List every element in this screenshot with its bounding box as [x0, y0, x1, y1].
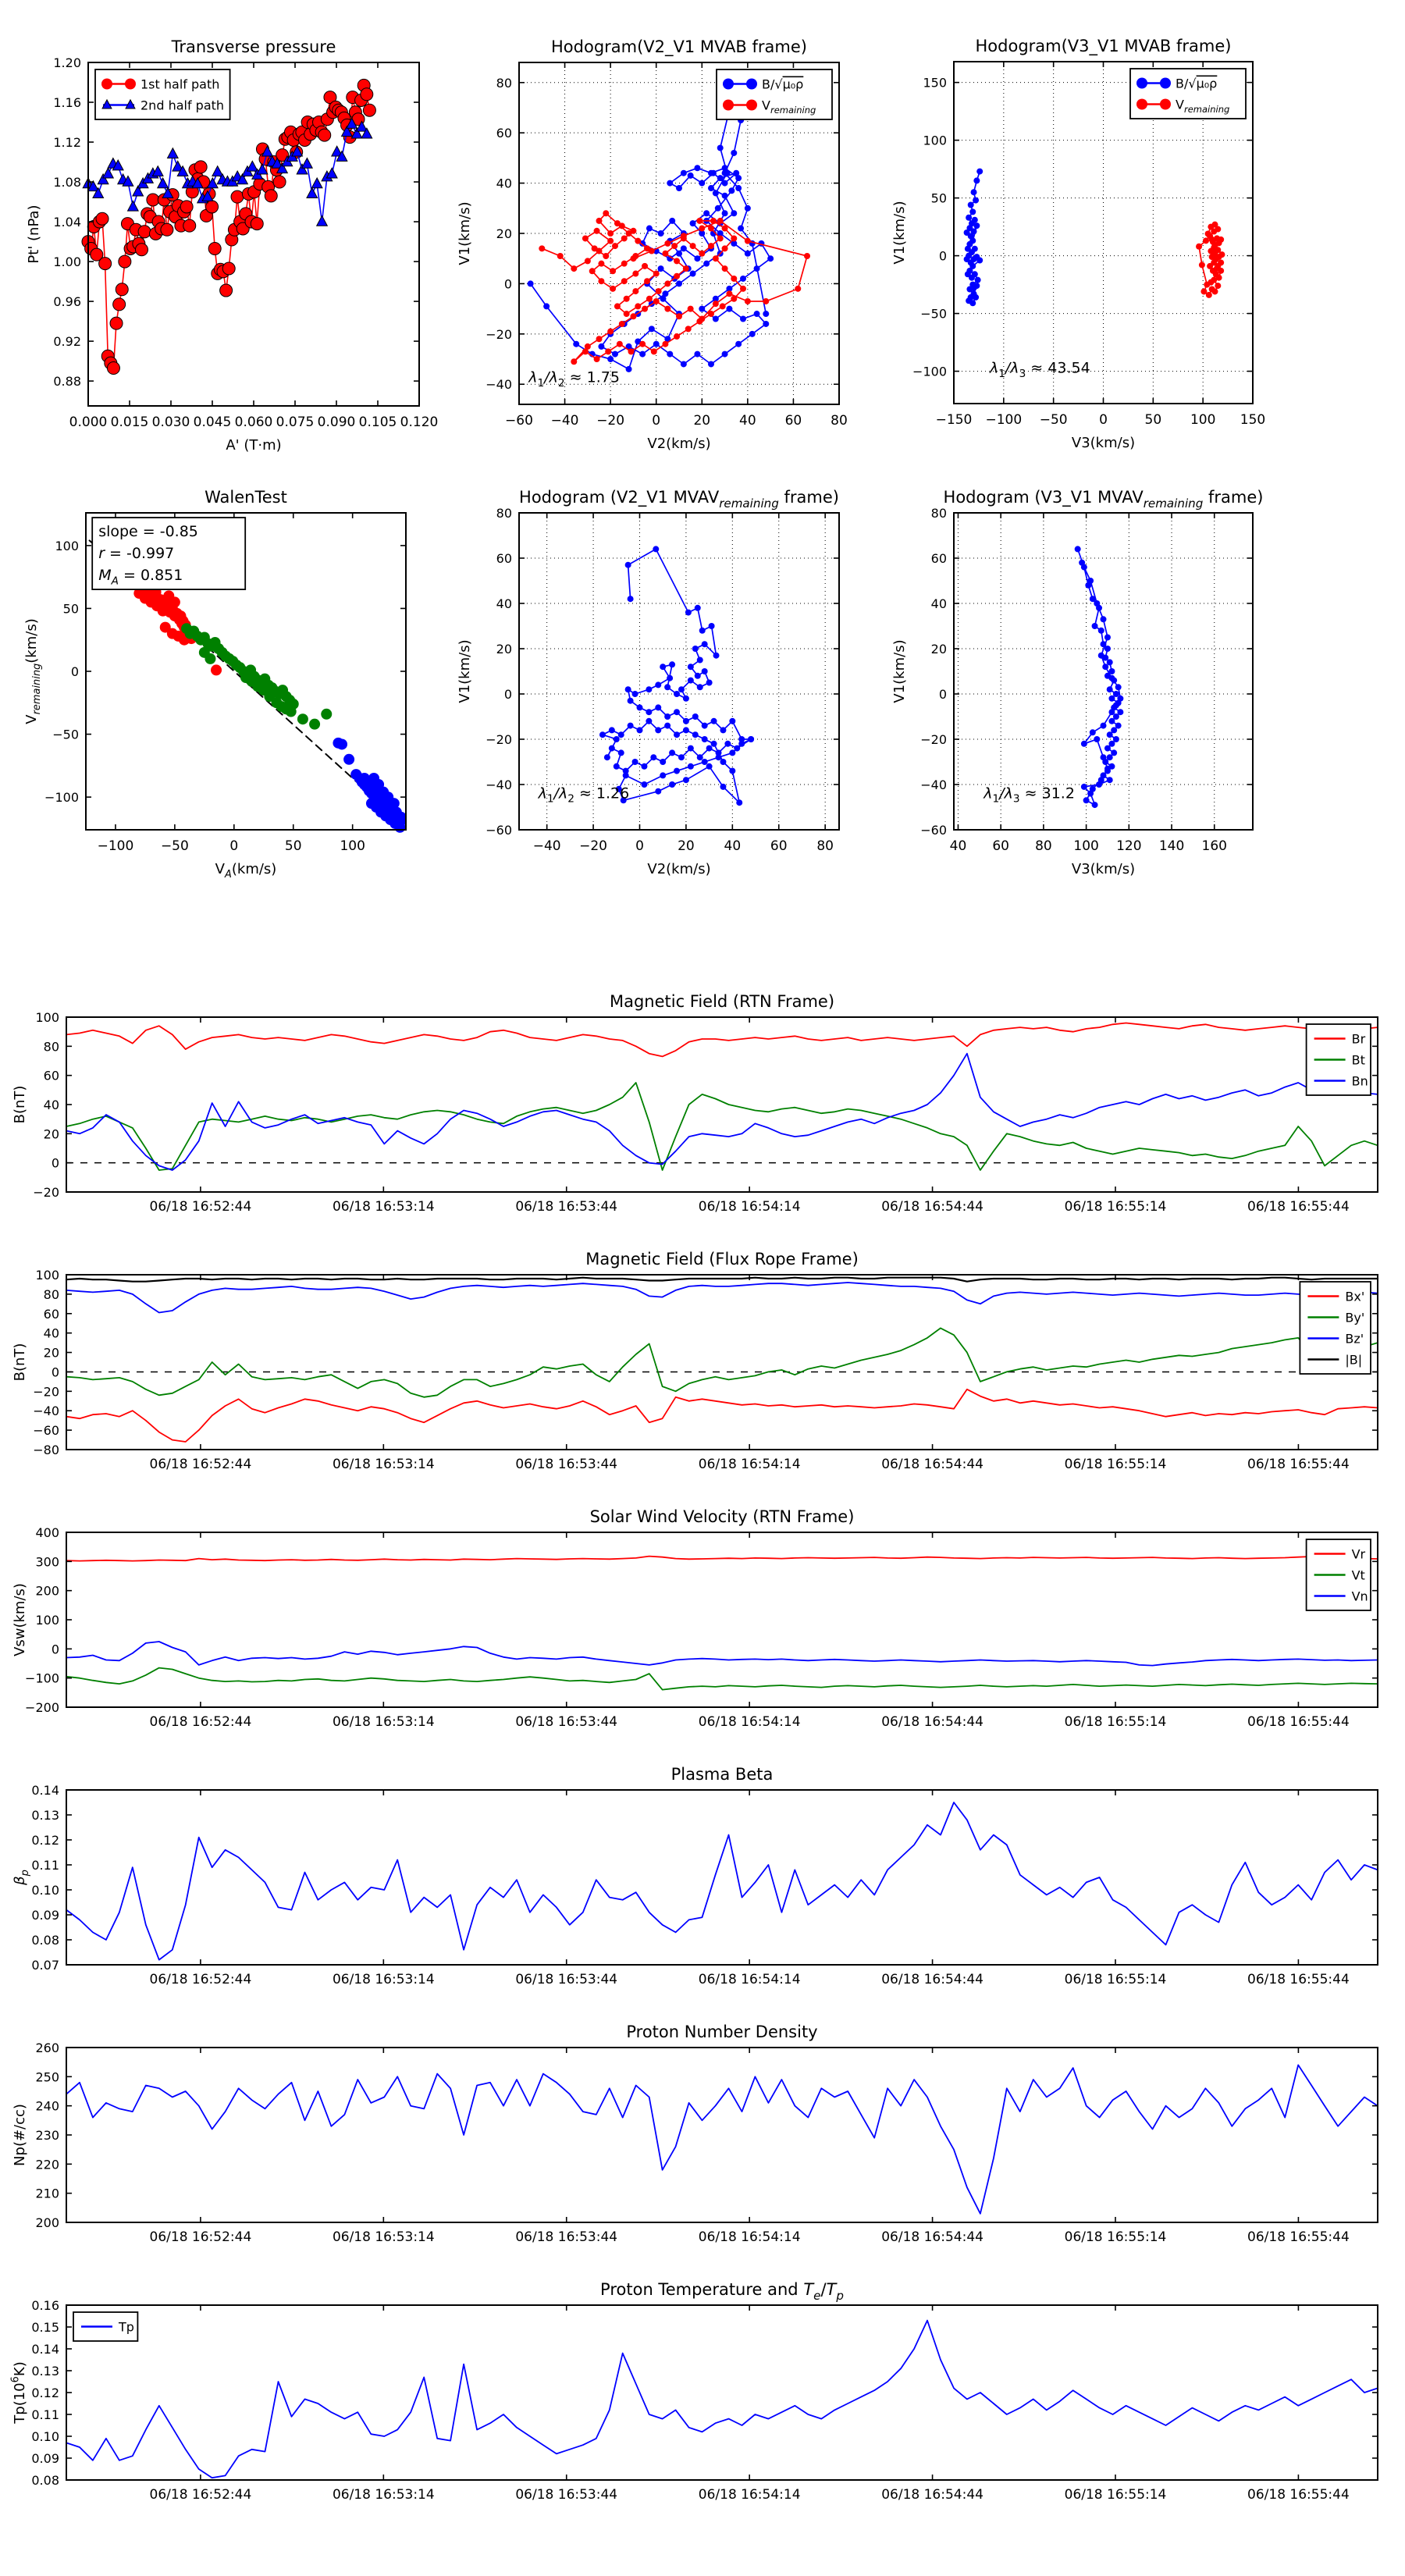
svg-text:06/18 16:54:44: 06/18 16:54:44 — [881, 1457, 984, 1472]
svg-text:06/18 16:53:44: 06/18 16:53:44 — [515, 2487, 618, 2503]
svg-text:0.96: 0.96 — [53, 294, 81, 310]
svg-text:06/18 16:53:14: 06/18 16:53:14 — [332, 1714, 435, 1730]
svg-text:0.09: 0.09 — [31, 2451, 59, 2466]
svg-text:06/18 16:53:44: 06/18 16:53:44 — [515, 1972, 618, 1987]
svg-text:Plasma Beta: Plasma Beta — [670, 1765, 774, 1784]
walen-middle — [181, 623, 332, 729]
svg-text:0.120: 0.120 — [400, 415, 439, 430]
by-prime — [66, 1328, 1378, 1397]
svg-text:400: 400 — [35, 1525, 59, 1540]
svg-text:100: 100 — [35, 1010, 59, 1025]
svg-text:−50: −50 — [160, 838, 189, 854]
svg-text:0: 0 — [938, 248, 947, 264]
svg-text:06/18 16:54:14: 06/18 16:54:14 — [698, 2229, 801, 2245]
walen-second-half — [333, 738, 406, 833]
svg-text:By': By' — [1345, 1310, 1365, 1325]
svg-text:20: 20 — [496, 642, 512, 656]
svg-text:Vsw(km/s): Vsw(km/s) — [12, 1583, 28, 1656]
svg-text:−50: −50 — [920, 306, 947, 322]
svg-text:40: 40 — [43, 1325, 59, 1341]
svg-text:Bx': Bx' — [1345, 1289, 1365, 1304]
svg-text:260: 260 — [35, 2041, 59, 2055]
svg-text:06/18 16:54:44: 06/18 16:54:44 — [881, 2487, 984, 2503]
svg-text:Hodogram (V2_V1 MVAVremaining: Hodogram (V2_V1 $MVAV_{remaining}$ frame) — [519, 488, 839, 511]
svg-text:0.08: 0.08 — [31, 2473, 59, 2488]
svg-text:V2(km/s): V2(km/s) — [647, 861, 711, 877]
svg-text:20: 20 — [693, 413, 711, 429]
svg-text:40: 40 — [496, 176, 512, 191]
magnetic-field-fluxrope-legend — [1300, 1282, 1371, 1374]
svg-text:06/18 16:55:14: 06/18 16:55:14 — [1064, 2487, 1167, 2503]
svg-text:0.045: 0.045 — [193, 415, 232, 430]
svg-text:slope = -0.85: slope = -0.85 — [98, 523, 198, 541]
svg-text:0.060: 0.060 — [234, 415, 273, 430]
vr — [66, 1557, 1378, 1561]
svg-text:Bt: Bt — [1351, 1052, 1365, 1068]
svg-text:−20: −20 — [596, 413, 625, 429]
svg-text:0: 0 — [938, 687, 947, 702]
plasma-beta-panel — [12, 1765, 1378, 1987]
svg-text:Vremaining: $V_{remaining}$ — [1176, 97, 1230, 115]
svg-text:40: 40 — [724, 838, 742, 854]
svg-text:−50: −50 — [1039, 412, 1068, 428]
svg-text:Magnetic Field (Flux Rope Fram: Magnetic Field (Flux Rope Frame) — [585, 1250, 859, 1268]
svg-text:−20: −20 — [486, 732, 512, 747]
svg-text:60: 60 — [496, 551, 512, 566]
v-hodogram-31 — [1075, 546, 1124, 808]
svg-text:140: 140 — [1158, 838, 1185, 854]
svg-text:50: 50 — [62, 601, 79, 617]
svg-text:0: 0 — [652, 413, 661, 429]
svg-text:300: 300 — [35, 1554, 59, 1570]
svg-text:−100: −100 — [44, 790, 79, 806]
svg-text:0.08: 0.08 — [31, 1933, 59, 1948]
svg-text:−80: −80 — [33, 1443, 59, 1457]
svg-text:−40: −40 — [532, 838, 561, 854]
svg-text:0.10: 0.10 — [31, 1883, 59, 1898]
svg-text:150: 150 — [1240, 412, 1266, 428]
svg-text:160: 160 — [1201, 838, 1227, 854]
v-hodogram — [599, 546, 754, 806]
svg-text:06/18 16:53:14: 06/18 16:53:14 — [332, 1199, 435, 1215]
svg-text:120: 120 — [1116, 838, 1142, 854]
svg-text:80: 80 — [831, 413, 848, 429]
svg-text:0.15: 0.15 — [31, 2320, 59, 2335]
transverse-pressure-panel — [26, 37, 438, 454]
svg-text:−20: −20 — [486, 326, 512, 342]
svg-text:100: 100 — [55, 538, 79, 553]
proton-number-density-panel — [12, 2023, 1378, 2245]
svg-text:B/√μ₀ρ: B/√μ₀ρ — [1176, 76, 1218, 91]
svg-text:80: 80 — [816, 838, 834, 854]
svg-text:0.090: 0.090 — [317, 415, 356, 430]
svg-text:−40: −40 — [486, 777, 512, 792]
svg-text:20: 20 — [43, 1126, 59, 1142]
svg-text:80: 80 — [930, 506, 947, 521]
svg-text:−100: −100 — [97, 838, 134, 854]
svg-text:250: 250 — [35, 2069, 59, 2085]
first-half-path — [82, 76, 375, 374]
magnetic-field-rtn-legend — [1307, 1024, 1371, 1095]
vt — [66, 1668, 1378, 1690]
svg-text:0: 0 — [503, 276, 512, 292]
svg-text:40: 40 — [43, 1098, 59, 1112]
solar-wind-velocity-panel — [12, 1507, 1378, 1730]
svg-text:|B|: |B| — [1345, 1352, 1363, 1368]
svg-text:06/18 16:54:14: 06/18 16:54:14 — [698, 1972, 801, 1987]
svg-text:60: 60 — [43, 1306, 59, 1322]
svg-text:1.00: 1.00 — [53, 254, 81, 270]
svg-text:0.92: 0.92 — [53, 334, 81, 350]
magnetic-field-fluxrope-panel — [12, 1250, 1378, 1472]
svg-text:06/18 16:55:44: 06/18 16:55:44 — [1247, 2487, 1350, 2503]
svg-text:06/18 16:53:44: 06/18 16:53:44 — [515, 1714, 618, 1730]
svg-text:220: 220 — [35, 2157, 59, 2172]
svg-text:60: 60 — [992, 838, 1010, 854]
svg-text:1.20: 1.20 — [53, 55, 81, 70]
hodogram-v2v1-mvab-panel — [457, 37, 848, 452]
bx-prime — [66, 1389, 1378, 1442]
tp — [66, 2321, 1378, 2478]
svg-text:100: 100 — [1190, 412, 1216, 428]
svg-text:40: 40 — [739, 413, 756, 429]
svg-text:06/18 16:55:44: 06/18 16:55:44 — [1247, 1714, 1350, 1730]
svg-text:1.12: 1.12 — [53, 135, 81, 151]
svg-text:Tp(106K): $Tp(10^6K)$ — [9, 2361, 28, 2424]
svg-text:0.14: 0.14 — [31, 1783, 59, 1798]
svg-text:100: 100 — [923, 133, 947, 148]
svg-text:06/18 16:53:14: 06/18 16:53:14 — [332, 2229, 435, 2245]
b-magnitude — [66, 1278, 1378, 1282]
svg-text:βp: $\beta_p$ — [12, 1870, 32, 1885]
svg-text:210: 210 — [35, 2186, 59, 2201]
svg-text:1.08: 1.08 — [53, 175, 81, 190]
svg-text:0: 0 — [51, 1642, 59, 1657]
svg-text:Solar Wind Velocity (RTN Frame: Solar Wind Velocity (RTN Frame) — [589, 1507, 855, 1526]
svg-text:0: 0 — [1099, 412, 1108, 428]
svg-text:0.075: 0.075 — [276, 415, 315, 430]
svg-text:−60: −60 — [33, 1423, 59, 1439]
svg-text:−40: −40 — [33, 1404, 59, 1419]
svg-text:06/18 16:53:14: 06/18 16:53:14 — [332, 2487, 435, 2503]
svg-text:50: 50 — [1144, 412, 1162, 428]
svg-text:230: 230 — [35, 2128, 59, 2143]
svg-text:60: 60 — [496, 126, 512, 141]
svg-text:Tp: Tp — [119, 2319, 134, 2335]
vremaining-cluster — [1196, 222, 1225, 298]
svg-text:λ1/λ3 ≈ 43.54: $\lambda_1/\lambda_3 \approx 43.54$ — [989, 359, 1090, 380]
svg-text:150: 150 — [923, 75, 947, 91]
svg-text:06/18 16:53:44: 06/18 16:53:44 — [515, 1457, 618, 1472]
svg-text:Br: Br — [1351, 1031, 1366, 1047]
svg-text:0: 0 — [229, 838, 239, 854]
svg-text:06/18 16:54:44: 06/18 16:54:44 — [881, 1972, 984, 1987]
svg-text:06/18 16:52:44: 06/18 16:52:44 — [149, 1714, 252, 1730]
svg-text:V1(km/s): V1(km/s) — [891, 639, 908, 703]
vn — [66, 1642, 1378, 1666]
svg-text:WalenTest: WalenTest — [205, 488, 287, 507]
svg-text:06/18 16:55:14: 06/18 16:55:14 — [1064, 1972, 1167, 1987]
svg-text:Vn: Vn — [1351, 1589, 1368, 1604]
svg-text:0: 0 — [70, 664, 79, 679]
svg-text:−50: −50 — [52, 727, 79, 742]
svg-text:V1(km/s): V1(km/s) — [457, 201, 473, 265]
svg-text:Vremaining: $V_{remaining}$ — [762, 98, 816, 116]
svg-text:Vr: Vr — [1351, 1546, 1366, 1562]
svg-text:100: 100 — [1073, 838, 1099, 854]
beta-p — [66, 1802, 1378, 1960]
svg-text:0.105: 0.105 — [358, 415, 397, 430]
proton-temperature-legend — [73, 2312, 137, 2341]
svg-text:80: 80 — [496, 75, 512, 91]
svg-text:06/18 16:55:44: 06/18 16:55:44 — [1247, 2229, 1350, 2245]
svg-text:06/18 16:55:14: 06/18 16:55:14 — [1064, 1714, 1167, 1730]
svg-text:Bz': Bz' — [1345, 1331, 1364, 1347]
svg-text:0.88: 0.88 — [53, 374, 81, 390]
svg-text:0.015: 0.015 — [110, 415, 149, 430]
svg-text:06/18 16:53:44: 06/18 16:53:44 — [515, 2229, 618, 2245]
svg-text:06/18 16:55:44: 06/18 16:55:44 — [1247, 1199, 1350, 1215]
svg-text:1st half path: 1st half path — [140, 76, 220, 92]
svg-text:200: 200 — [35, 2215, 59, 2230]
svg-text:40: 40 — [930, 596, 947, 611]
svg-text:200: 200 — [35, 1583, 59, 1599]
svg-text:06/18 16:55:44: 06/18 16:55:44 — [1247, 1457, 1350, 1472]
svg-text:−60: −60 — [920, 823, 947, 838]
svg-text:0.12: 0.12 — [31, 2386, 59, 2400]
svg-text:0.14: 0.14 — [31, 2342, 59, 2357]
svg-text:100: 100 — [35, 1268, 59, 1283]
svg-text:40: 40 — [496, 596, 512, 611]
svg-text:06/18 16:52:44: 06/18 16:52:44 — [149, 2487, 252, 2503]
svg-text:0.000: 0.000 — [69, 415, 108, 430]
svg-text:100: 100 — [35, 1613, 59, 1628]
svg-text:06/18 16:54:14: 06/18 16:54:14 — [698, 1199, 801, 1215]
svg-text:06/18 16:53:44: 06/18 16:53:44 — [515, 1199, 618, 1215]
svg-text:Vremaining(km/s): $V_{remaining}(km/s)$ — [23, 618, 44, 724]
svg-text:B(nT): B(nT) — [12, 1343, 28, 1382]
np — [66, 2065, 1378, 2213]
svg-text:V1(km/s): V1(km/s) — [891, 201, 908, 265]
svg-text:60: 60 — [784, 413, 802, 429]
svg-text:20: 20 — [496, 226, 512, 241]
svg-text:1.04: 1.04 — [53, 215, 81, 230]
svg-text:Hodogram(V2_V1 MVAB frame): Hodogram(V2_V1 MVAB frame) — [551, 37, 807, 56]
svg-text:−20: −20 — [920, 732, 947, 747]
svg-text:50: 50 — [284, 838, 302, 854]
svg-text:240: 240 — [35, 2098, 59, 2114]
hodogram-v2v1-mvab-legend — [717, 69, 832, 119]
svg-text:20: 20 — [43, 1345, 59, 1361]
svg-text:0.11: 0.11 — [31, 1858, 59, 1873]
svg-text:06/18 16:54:44: 06/18 16:54:44 — [881, 1199, 984, 1215]
svg-text:60: 60 — [930, 551, 947, 566]
svg-text:06/18 16:52:44: 06/18 16:52:44 — [149, 1199, 252, 1215]
svg-text:06/18 16:54:14: 06/18 16:54:14 — [698, 1457, 801, 1472]
svg-text:−20: −20 — [579, 838, 608, 854]
svg-text:−150: −150 — [935, 412, 973, 428]
svg-text:0.12: 0.12 — [31, 1833, 59, 1848]
svg-text:0.13: 0.13 — [31, 1808, 59, 1823]
svg-text:−200: −200 — [25, 1700, 59, 1715]
svg-text:06/18 16:55:14: 06/18 16:55:14 — [1064, 2229, 1167, 2245]
svg-text:100: 100 — [340, 838, 365, 854]
alfven-cluster — [964, 169, 984, 307]
svg-text:Hodogram(V3_V1 MVAB frame): Hodogram(V3_V1 MVAB frame) — [975, 37, 1232, 55]
svg-text:20: 20 — [678, 838, 695, 854]
svg-text:06/18 16:52:44: 06/18 16:52:44 — [149, 2229, 252, 2245]
svg-text:06/18 16:53:14: 06/18 16:53:14 — [332, 1457, 435, 1472]
br — [66, 1023, 1378, 1057]
svg-text:1.16: 1.16 — [53, 95, 81, 111]
hodogram-v3v1-mvav-panel — [891, 488, 1263, 877]
svg-text:80: 80 — [43, 1286, 59, 1302]
svg-text:0: 0 — [635, 838, 644, 854]
svg-text:50: 50 — [930, 190, 947, 206]
svg-text:MA = 0.851: $M_A = 0.851$ — [98, 567, 183, 588]
svg-text:r = -0.997: r = -0.997 — [98, 545, 175, 563]
svg-text:0.07: 0.07 — [31, 1958, 59, 1973]
svg-text:Bn: Bn — [1351, 1073, 1368, 1089]
svg-text:−40: −40 — [550, 413, 579, 429]
svg-text:V2(km/s): V2(km/s) — [647, 436, 711, 452]
svg-text:0: 0 — [51, 1155, 59, 1171]
hodogram-v2v1-mvav-panel — [457, 488, 839, 877]
svg-text:06/18 16:54:44: 06/18 16:54:44 — [881, 1714, 984, 1730]
svg-text:Pt' (nPa): Pt' (nPa) — [26, 205, 42, 264]
svg-text:Magnetic Field (RTN Frame): Magnetic Field (RTN Frame) — [609, 992, 835, 1011]
svg-text:−100: −100 — [912, 364, 947, 379]
svg-text:80: 80 — [1035, 838, 1052, 854]
svg-text:V3(km/s): V3(km/s) — [1071, 861, 1136, 877]
svg-text:−100: −100 — [985, 412, 1023, 428]
svg-text:2nd half path: 2nd half path — [140, 98, 225, 113]
svg-text:20: 20 — [930, 642, 947, 656]
svg-text:−20: −20 — [33, 1185, 59, 1200]
svg-text:80: 80 — [496, 506, 512, 521]
svg-text:VA(km/s): $V_A(km/s)$ — [215, 861, 277, 881]
walen-test-panel — [23, 488, 407, 881]
transverse-pressure-legend — [95, 69, 230, 119]
svg-text:0.10: 0.10 — [31, 2429, 59, 2444]
svg-text:60: 60 — [43, 1068, 59, 1083]
svg-text:06/18 16:53:14: 06/18 16:53:14 — [332, 1972, 435, 1987]
hodogram-v3v1-mvab-legend — [1130, 69, 1246, 119]
svg-text:0.09: 0.09 — [31, 1908, 59, 1923]
svg-text:−60: −60 — [486, 823, 512, 838]
svg-text:0: 0 — [503, 687, 512, 702]
svg-text:0: 0 — [51, 1364, 59, 1380]
svg-text:V1(km/s): V1(km/s) — [457, 639, 473, 703]
svg-text:−60: −60 — [505, 413, 533, 429]
svg-text:06/18 16:52:44: 06/18 16:52:44 — [149, 1972, 252, 1987]
svg-text:Transverse pressure: Transverse pressure — [171, 37, 336, 56]
proton-temperature-panel — [9, 2280, 1378, 2503]
svg-text:Vt: Vt — [1351, 1567, 1365, 1583]
svg-text:Np(#/cc): Np(#/cc) — [12, 2104, 28, 2166]
svg-text:λ1/λ3 ≈ 31.2: $\lambda_1/\lambda_3 \approx 31.2$ — [984, 785, 1075, 806]
svg-text:06/18 16:54:44: 06/18 16:54:44 — [881, 2229, 984, 2245]
svg-text:60: 60 — [770, 838, 788, 854]
svg-text:0.11: 0.11 — [31, 2407, 59, 2422]
svg-text:0.030: 0.030 — [151, 415, 190, 430]
svg-text:A' (T·m): A' (T·m) — [226, 437, 282, 454]
hodogram-v3v1-mvab-panel — [891, 37, 1265, 451]
svg-text:V3(km/s): V3(km/s) — [1071, 435, 1136, 451]
solar-wind-velocity-legend — [1307, 1539, 1371, 1610]
svg-text:Proton Temperature and Te/Tp: Proton Temperature and $T_e/T_p$ — [600, 2280, 844, 2303]
svg-text:λ1/λ2 ≈ 1.26: $\lambda_1/\lambda_2 \approx 1.26$ — [538, 785, 630, 806]
svg-text:B/√μ₀ρ: B/√μ₀ρ — [762, 76, 804, 92]
svg-text:06/18 16:52:44: 06/18 16:52:44 — [149, 1457, 252, 1472]
svg-text:Proton Number Density: Proton Number Density — [626, 2023, 818, 2041]
svg-text:B(nT): B(nT) — [12, 1085, 28, 1124]
svg-text:80: 80 — [43, 1039, 59, 1055]
svg-text:−20: −20 — [33, 1384, 59, 1400]
svg-text:06/18 16:54:14: 06/18 16:54:14 — [698, 1714, 801, 1730]
svg-text:06/18 16:55:14: 06/18 16:55:14 — [1064, 1457, 1167, 1472]
svg-text:06/18 16:55:44: 06/18 16:55:44 — [1247, 1972, 1350, 1987]
svg-text:−100: −100 — [25, 1670, 59, 1686]
svg-text:Hodogram (V3_V1 MVAVremaining: Hodogram (V3_V1 $MVAV_{remaining}$ frame) — [943, 488, 1264, 511]
svg-text:λ1/λ2 ≈ 1.75: $\lambda_1/\lambda_2 \approx 1.75$ — [528, 368, 620, 390]
svg-text:0.13: 0.13 — [31, 2364, 59, 2379]
magnetic-field-rtn-panel — [12, 992, 1378, 1215]
svg-text:−40: −40 — [920, 777, 947, 792]
svg-text:06/18 16:54:14: 06/18 16:54:14 — [698, 2487, 801, 2503]
svg-text:−40: −40 — [486, 377, 512, 393]
svg-text:0.16: 0.16 — [31, 2298, 59, 2313]
bz-prime — [66, 1283, 1378, 1313]
svg-text:06/18 16:55:14: 06/18 16:55:14 — [1064, 1199, 1167, 1215]
svg-text:40: 40 — [949, 838, 967, 854]
alfven-hodogram — [528, 97, 774, 372]
